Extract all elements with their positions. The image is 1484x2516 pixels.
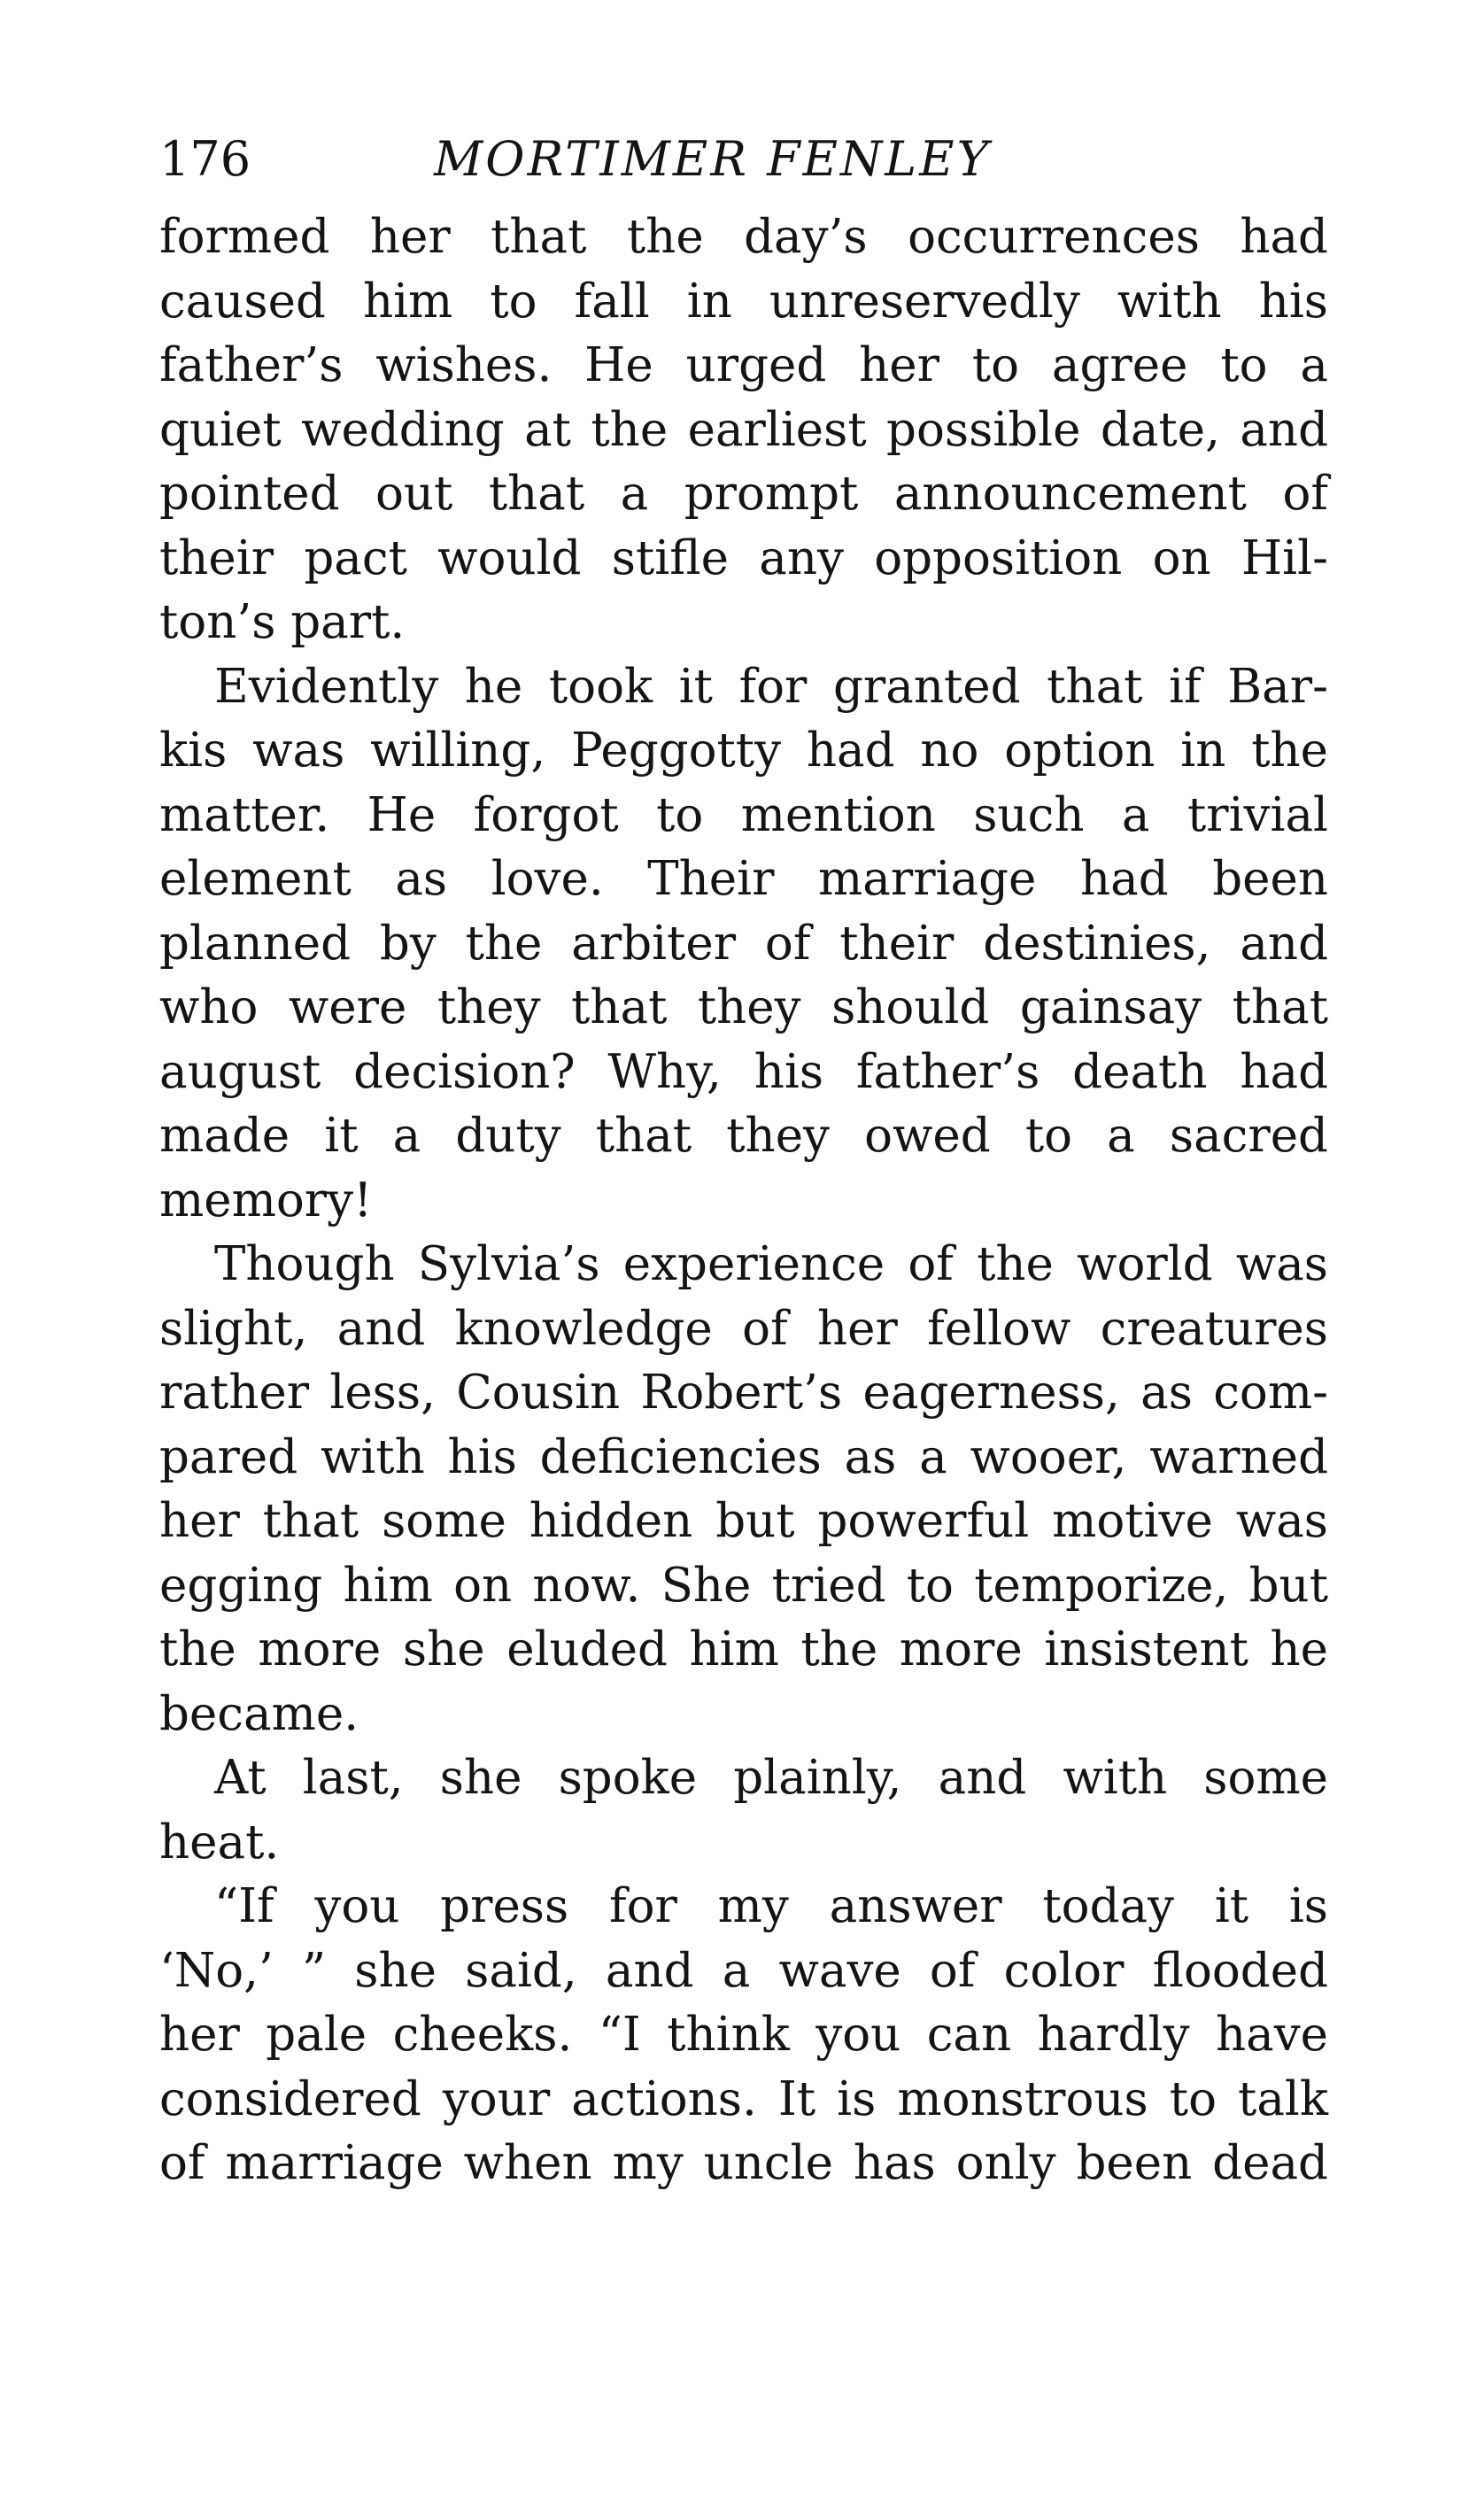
text-line: At last, she spoke plainly, and with some (214, 1751, 1328, 1805)
text-line: Though Sylvia’s experience of the world was (214, 1237, 1328, 1291)
text-line: pared with his deficiencies as a wooer, warned (159, 1429, 1328, 1484)
running-title: MORTIMER FENLEY (434, 131, 992, 187)
text-line: who were they that they should gainsay that (159, 980, 1328, 1034)
page-number: 176 (159, 131, 251, 187)
text-line: father’s wishes. He urged her to agree to a (159, 338, 1328, 392)
text-line: egging him on now. She tried to temporize, but (159, 1558, 1328, 1613)
body-text (159, 205, 1328, 2196)
text-line: her pale cheeks. “I think you can hardly have (159, 2008, 1328, 2062)
text-line: matter. He forgot to mention such a trivial (159, 787, 1328, 842)
text-line: of marriage when my uncle has only been dead (159, 2136, 1328, 2190)
text-line: the more she eluded him the more insistent he (159, 1622, 1328, 1676)
text-line: became. (159, 1686, 359, 1741)
text-line: their pact would stifle any opposition on Hil- (159, 530, 1328, 585)
text-line: heat. (159, 1815, 280, 1870)
text-line: quiet wedding at the earliest possible date, and (159, 402, 1328, 457)
text-line: “If you press for my answer today it is (214, 1879, 1328, 1933)
text-line: her that some hidden but powerful motive was (159, 1494, 1328, 1548)
text-line: slight, and knowledge of her fellow creatures (159, 1301, 1328, 1356)
text-line: made it a duty that they owed to a sacred (159, 1109, 1328, 1163)
text-line: august decision? Why, his father’s death had (159, 1044, 1328, 1099)
text-line: rather less, Cousin Robert’s eagerness, as com- (159, 1366, 1328, 1420)
text-line: caused him to fall in unreservedly with his (159, 274, 1328, 329)
text-line: element as love. Their marriage had been (159, 852, 1328, 906)
text-line: formed her that the day’s occurrences had (159, 210, 1328, 264)
book-page (159, 124, 1328, 2196)
text-line: ton’s part. (159, 595, 406, 649)
text-line: Evidently he took it for granted that if Bar- (214, 659, 1328, 714)
text-line: considered your actions. It is monstrous to talk (159, 2071, 1328, 2126)
text-line: planned by the arbiter of their destinies, and (159, 916, 1328, 971)
text-line: kis was willing, Peggotty had no option in the (159, 724, 1328, 778)
running-head (159, 124, 1328, 195)
text-line: memory! (159, 1173, 373, 1227)
text-line: ‘No,’ ” she said, and a wave of color flooded (159, 1943, 1328, 1998)
text-line: pointed out that a prompt announcement of (159, 467, 1328, 521)
